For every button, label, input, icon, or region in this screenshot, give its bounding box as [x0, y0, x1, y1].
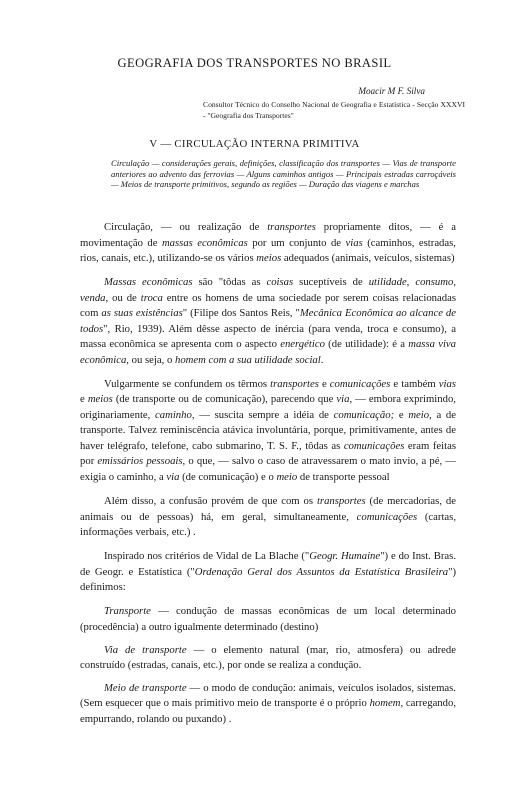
text-run: são "tôdas as: [192, 276, 267, 289]
text-run: , a de transporte. Talvez reminiscência atávica involuntária, porque, primitivamente, antes de haver telégrafo, telefone, cabo submarino, T. S. F., tôdas as: [80, 408, 456, 452]
italic-run: meios: [87, 393, 113, 406]
italic-run: vias: [345, 236, 363, 249]
text-run: entre os homens de uma sociedade por serem coisas relacionadas com: [80, 291, 456, 320]
text-run: (de transporte ou de comunicação), parecendo que: [112, 393, 337, 406]
text-run: (de comunicação) e o: [179, 470, 277, 483]
italic-run: comunicação;: [333, 408, 395, 421]
italic-run: caminho: [155, 408, 192, 421]
italic-run: Massas econômicas: [104, 276, 193, 289]
italic-run: comunicações: [356, 510, 418, 523]
text-run: — o elemento natural (mar, rio, atmosfera) ou adrede construído (estradas, canais, etc.), por onde se realiza a condução.: [80, 643, 456, 672]
text-run: e: [80, 393, 88, 406]
text-run: — condução de massas econômicas de um local determinado (procedência) a outro igualmente determinado (destino): [80, 605, 456, 633]
text-run: — o modo de condução: animais, veículos isolados, sistemas. (Sem esquecer que o mais primitivo meio de transporte é o próprio: [80, 681, 456, 710]
text-run: ", Rio, 1939). Além dêsse aspecto de inércia (para venda, troca e consumo), a massa econômica se apresenta com o aspecto: [80, 322, 456, 351]
italic-run: meio: [408, 408, 430, 421]
paragraph: [80, 220, 456, 267]
paragraph: [80, 494, 456, 541]
text-run: Circulação, — ou realização de: [104, 221, 268, 233]
italic-run: Transporte: [104, 605, 151, 618]
text-run: suceptíveis de: [293, 276, 369, 289]
text-run: , ou de: [105, 291, 141, 304]
italic-run: via: [336, 393, 350, 406]
italic-run: comunicações: [329, 377, 391, 390]
text-run: Vulgarmente se confundem os têrmos: [104, 377, 271, 390]
text-run: eram feitas por: [80, 439, 456, 468]
author-name: Moacir M F. Silva: [358, 86, 425, 96]
text-run: .: [320, 353, 324, 366]
text-run: ") definimos:: [80, 565, 457, 594]
italic-run: transportes: [316, 495, 366, 508]
definition-meio: [80, 681, 456, 728]
italic-run: transportes: [267, 221, 316, 233]
text-run: Inspirado nos critérios de Vidal de La Blache (": [104, 550, 310, 563]
text-run: (caminhos, estradas, rios, canais, etc.), utilizando-se os vários: [80, 236, 456, 264]
italic-run: meios: [256, 252, 282, 264]
section-title: V — CIRCULAÇÃO INTERNA PRIMITIVA: [149, 138, 360, 150]
text-run: (de mercadorias, de animais ou de pessoas) há, em geral, simultaneamente,: [80, 495, 456, 523]
italic-run: energético: [280, 338, 325, 351]
text-run: e: [318, 377, 330, 390]
italic-run: transportes: [270, 377, 319, 390]
text-run: por um conjunto de: [247, 236, 346, 249]
text-run: ") e do Inst. Bras. de Geogr. e Estatística (": [80, 550, 456, 578]
text-run: , o que, — salvo o caso de atravessarem o mato invio, a pé, — exigia o caminho, a: [80, 455, 456, 483]
paragraph: [80, 549, 456, 596]
italic-run: Geogr. Humaine: [309, 550, 381, 563]
italic-run: homem com a sua utilidade social: [174, 353, 321, 366]
section-summary: Circulação — considerações gerais, definições, classificação dos transportes — Vias de transporte anteriores ao advento das ferrovias — Alguns caminhos antigos — Principais estradas carroçáveis — Meios de transporte primitivos, segundo as regiões — Duração das viagens e marchas: [111, 158, 456, 190]
italic-run: Ordenação Geral dos Assuntos da Estatística Brasileira: [194, 565, 449, 578]
body-text: [80, 220, 456, 735]
text-run: , carregando, empurrando, rolando ou puxando) .: [80, 697, 457, 725]
italic-run: Mecânica Econômica ao alcance de todos: [80, 307, 457, 335]
italic-run: massas econômicas: [161, 236, 248, 249]
text-run: de transporte pessoal: [297, 470, 390, 483]
definition-via: [80, 643, 456, 674]
text-run: propriamente ditos, — é a movimentação de: [80, 221, 456, 249]
text-run: e também: [390, 377, 439, 390]
italic-run: emissários pessoais: [97, 455, 183, 468]
text-run: " (Filipe dos Santos Reis, ": [182, 307, 300, 320]
italic-run: homem: [369, 697, 401, 710]
text-run: (cartas, informações verbais, etc.) .: [80, 510, 456, 539]
author-affiliation: Consultor Técnico do Conselho Nacional de Geografia e Estatística - Secção XXXVI - "Geografia dos Transportes": [203, 100, 465, 120]
italic-run: Via de transporte: [104, 643, 187, 656]
italic-run: via: [166, 470, 180, 483]
italic-run: coisas: [266, 276, 294, 289]
italic-run: Meio de transporte: [104, 681, 187, 694]
italic-run: vias: [438, 377, 456, 390]
text-run: , — suscita sempre a idéia de: [191, 408, 334, 421]
italic-run: troca: [140, 291, 163, 304]
text-run: adequados (animais, veículos, sistemas): [281, 252, 455, 264]
italic-run: massa viva econômica: [80, 338, 457, 366]
text-run: , — embora exprimindo, originariamente,: [80, 393, 456, 421]
text-run: e: [394, 408, 409, 421]
italic-run: as suas existências: [101, 307, 183, 320]
italic-run: utilidade, consumo, venda: [80, 276, 456, 304]
paragraph: [80, 377, 456, 486]
definition-transporte: [80, 604, 456, 635]
text-run: (de utilidade): é a: [324, 338, 409, 351]
italic-run: meio: [276, 470, 298, 483]
article-title: GEOGRAFIA DOS TRANSPORTES NO BRASIL: [117, 56, 392, 70]
italic-run: comunicações: [343, 439, 405, 452]
text-run: , ou seja, o: [126, 353, 175, 366]
text-run: Além disso, a confusão provém de que com os: [104, 495, 317, 508]
paragraph: [80, 275, 456, 368]
